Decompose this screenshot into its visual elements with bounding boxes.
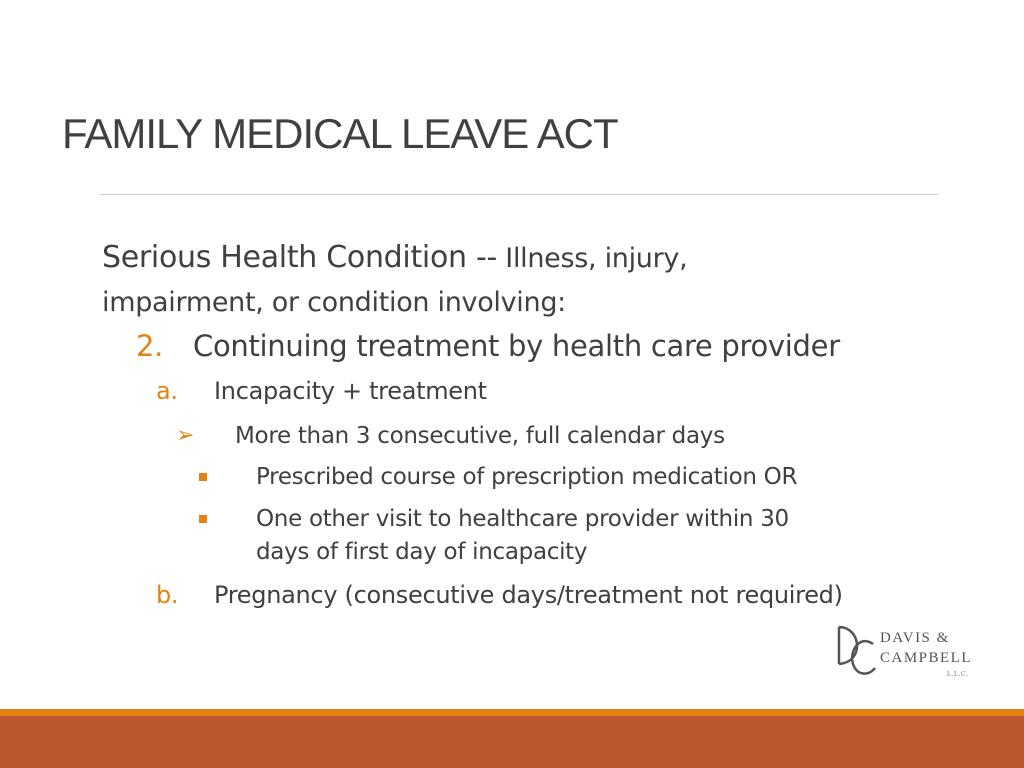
list-letter-marker: b. [156, 581, 179, 609]
logo-text-line2: CAMPBELL [880, 650, 973, 666]
square-bullet-icon [199, 515, 207, 523]
list-item-text [256, 503, 789, 569]
arrow-bullet-icon: ➢ [176, 423, 195, 448]
footer-band [0, 716, 1024, 768]
square-bullet-icon [199, 473, 207, 481]
list-letter-marker: a. [156, 377, 178, 405]
intro-lead: Serious Health Condition -- [102, 240, 497, 275]
company-logo [835, 624, 975, 680]
dc-monogram-icon [835, 624, 879, 680]
slide-title: FAMILY MEDICAL LEAVE ACT [62, 110, 618, 157]
list-item-text-line1: One other visit to healthcare provider within 30 [256, 506, 789, 532]
list-item-text: Prescribed course of prescription medication OR [256, 464, 798, 490]
list-item-text: Continuing treatment by health care provider [193, 329, 840, 363]
intro-text [102, 236, 922, 324]
logo-suffix: L.L.C. [947, 670, 969, 678]
list-item-text: Pregnancy (consecutive days/treatment not required) [214, 581, 843, 609]
list-item-text: More than 3 consecutive, full calendar days [235, 423, 725, 449]
title-divider [100, 194, 938, 195]
logo-text-line1: DAVIS & [880, 630, 950, 646]
list-item-text-line2: days of first day of incapacity [256, 539, 588, 565]
list-item-text: Incapacity + treatment [214, 377, 487, 405]
slide-content [102, 236, 922, 609]
list-number-marker: 2. [136, 329, 164, 363]
intro-rest-line1: Illness, injury, [497, 243, 688, 274]
footer-accent-stripe [0, 709, 1024, 716]
intro-rest-line2: impairment, or condition involving: [102, 287, 566, 318]
